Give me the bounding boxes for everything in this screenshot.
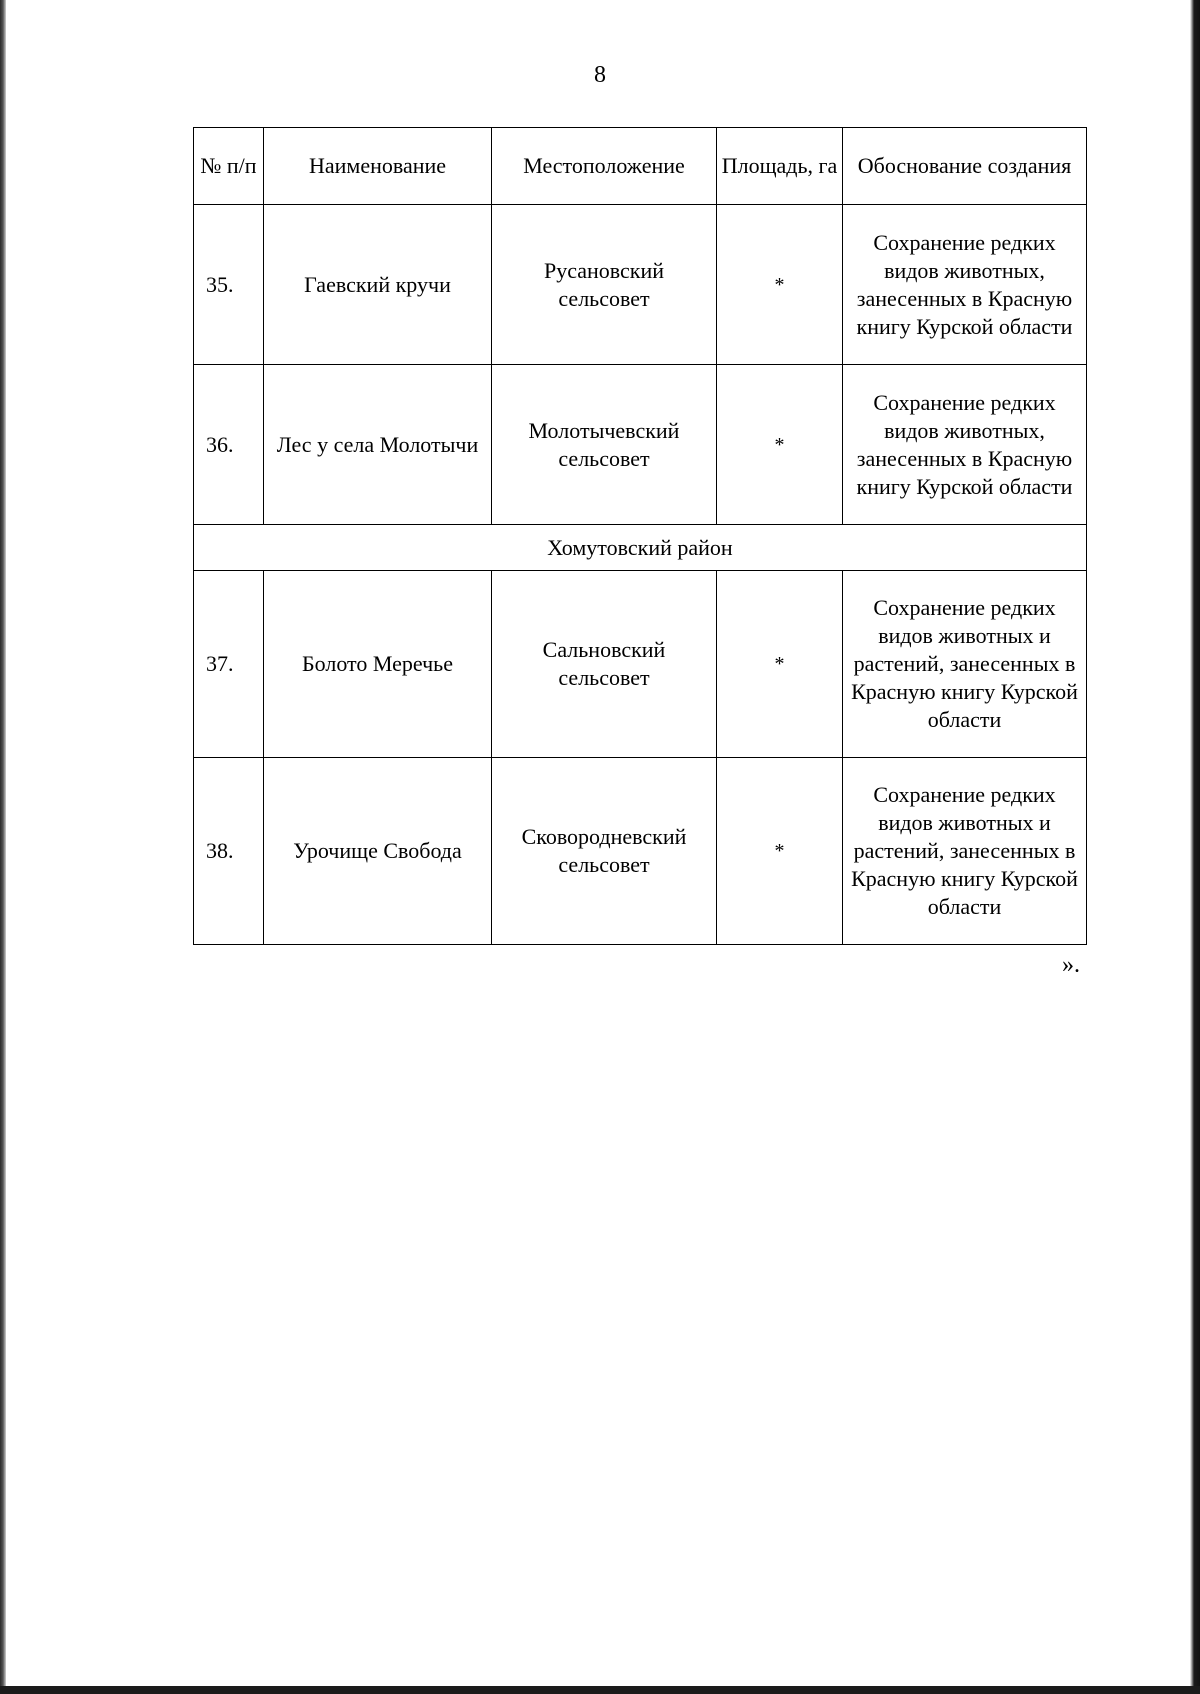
- scan-edge-bottom: [0, 1686, 1200, 1694]
- row-location: Молотычевский сельсовет: [492, 365, 717, 525]
- page-number: 8: [594, 62, 606, 88]
- table-row: [194, 365, 1087, 525]
- header-number: № п/п: [194, 128, 264, 205]
- protected-areas-table: [193, 127, 1087, 945]
- row-number: 37.: [194, 571, 264, 758]
- section-row: [194, 525, 1087, 571]
- table-row: [194, 758, 1087, 945]
- row-area: *: [717, 205, 843, 365]
- closing-quote-mark: ».: [1062, 952, 1080, 978]
- row-location: Сальновский сельсовет: [492, 571, 717, 758]
- row-area: *: [717, 365, 843, 525]
- row-justification: Сохранение редких видов животных, занесенных в Красную книгу Курской области: [843, 205, 1087, 365]
- section-title: Хомутовский район: [194, 525, 1087, 571]
- table-header-row: [194, 128, 1087, 205]
- table-row: [194, 571, 1087, 758]
- row-location: Русановский сельсовет: [492, 205, 717, 365]
- row-justification: Сохранение редких видов животных и растений, занесенных в Красную книгу Курской области: [843, 571, 1087, 758]
- row-number: 38.: [194, 758, 264, 945]
- header-justification: Обоснование создания: [843, 128, 1087, 205]
- header-location: Местоположение: [492, 128, 717, 205]
- row-name: Болото Меречье: [264, 571, 492, 758]
- row-area: *: [717, 758, 843, 945]
- row-name: Гаевский кручи: [264, 205, 492, 365]
- row-name: Урочище Свобода: [264, 758, 492, 945]
- row-area: *: [717, 571, 843, 758]
- row-name: Лес у села Молотычи: [264, 365, 492, 525]
- row-number: 36.: [194, 365, 264, 525]
- table-row: [194, 205, 1087, 365]
- row-location: Сковородневский сельсовет: [492, 758, 717, 945]
- header-area: Площадь, га: [717, 128, 843, 205]
- row-number: 35.: [194, 205, 264, 365]
- row-justification: Сохранение редких видов животных и растений, занесенных в Красную книгу Курской области: [843, 758, 1087, 945]
- scan-edge-left: [0, 0, 6, 1694]
- scan-edge-right: [1190, 0, 1200, 1694]
- row-justification: Сохранение редких видов животных, занесенных в Красную книгу Курской области: [843, 365, 1087, 525]
- header-name: Наименование: [264, 128, 492, 205]
